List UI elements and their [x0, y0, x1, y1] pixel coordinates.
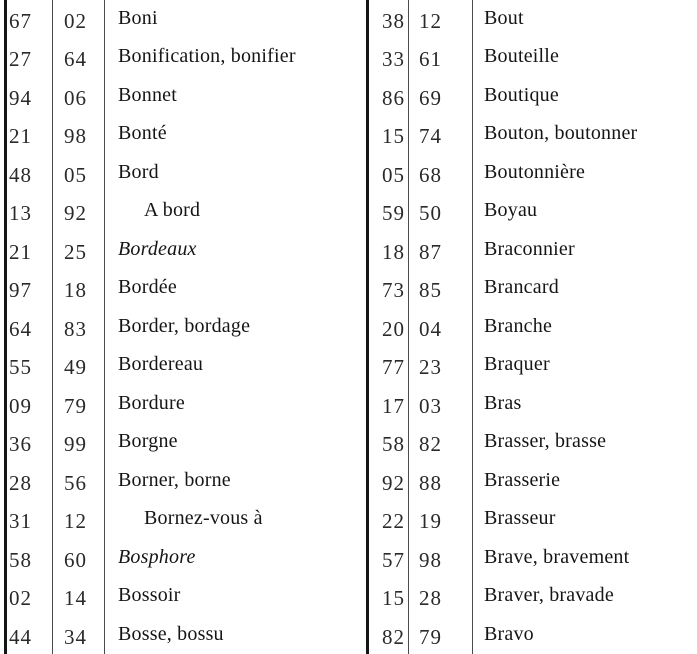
- entry-word: Brave, bravement: [484, 545, 630, 568]
- entry-row: [372, 192, 697, 230]
- entry-word: Braconnier: [484, 237, 575, 260]
- code-number-second: 68: [419, 162, 442, 187]
- entry-word: Branche: [484, 314, 553, 337]
- entry-word: Brasseur: [484, 507, 556, 530]
- center-divider-rule: [366, 0, 369, 654]
- code-number-second: 61: [419, 47, 442, 72]
- entry-word: Bosphore: [118, 545, 196, 568]
- code-number-second: 03: [419, 393, 442, 418]
- code-number-first: 86: [382, 85, 405, 110]
- code-number-second: 25: [64, 239, 87, 264]
- code-number-first: 58: [9, 547, 32, 572]
- entry-row: [0, 38, 362, 76]
- entry-row: [0, 231, 362, 269]
- code-number-first: 97: [9, 278, 32, 303]
- entry-row: [372, 500, 697, 538]
- code-number-first: 57: [382, 547, 405, 572]
- code-number-first: 59: [382, 201, 405, 226]
- entry-word: Brasser, brasse: [484, 430, 607, 453]
- code-number-second: 56: [64, 470, 87, 495]
- code-number-first: 13: [9, 201, 32, 226]
- entry-row: [0, 385, 362, 423]
- code-number-second: 98: [64, 124, 87, 149]
- code-number-second: 88: [419, 470, 442, 495]
- entry-word: Bonification, bonifier: [118, 45, 296, 68]
- entry-row: [372, 231, 697, 269]
- code-number-second: 60: [64, 547, 87, 572]
- entry-word: Bouteille: [484, 45, 560, 68]
- entry-word: Bordeaux: [118, 237, 197, 260]
- code-number-second: 85: [419, 278, 442, 303]
- code-number-second: 64: [64, 47, 87, 72]
- code-number-second: 12: [419, 9, 442, 33]
- right-column: [372, 0, 697, 654]
- code-number-first: 09: [9, 393, 32, 418]
- entry-row: [0, 539, 362, 577]
- code-number-first: 94: [9, 85, 32, 110]
- code-number-second: 05: [64, 162, 87, 187]
- entry-row: [372, 577, 697, 615]
- entry-row: [372, 539, 697, 577]
- code-number-first: 67: [9, 9, 32, 33]
- code-number-first: 18: [382, 239, 405, 264]
- code-number-second: 02: [64, 9, 87, 33]
- code-number-second: 92: [64, 201, 87, 226]
- code-number-second: 99: [64, 432, 87, 457]
- entry-row: [372, 423, 697, 461]
- entry-row: [372, 385, 697, 423]
- code-number-first: 58: [382, 432, 405, 457]
- entry-word: Brasserie: [484, 468, 561, 491]
- code-number-first: 73: [382, 278, 405, 303]
- entry-word: Borner, borne: [118, 468, 231, 491]
- entry-row: [372, 154, 697, 192]
- code-number-second: 87: [419, 239, 442, 264]
- entry-word: Borgne: [118, 430, 178, 453]
- entry-word: Bras: [484, 391, 522, 414]
- code-number-first: 27: [9, 47, 32, 72]
- entry-row: [0, 308, 362, 346]
- code-number-second: 83: [64, 316, 87, 341]
- code-number-first: 48: [9, 162, 32, 187]
- code-number-first: 33: [382, 47, 405, 72]
- entry-row: [372, 616, 697, 654]
- entry-row: [372, 462, 697, 500]
- entry-word: Boutique: [484, 83, 559, 106]
- code-number-second: 28: [419, 586, 442, 611]
- entry-row: [372, 115, 697, 153]
- entry-row: [372, 308, 697, 346]
- code-number-first: 92: [382, 470, 405, 495]
- code-number-second: 12: [64, 509, 87, 534]
- entry-row: [0, 115, 362, 153]
- code-number-first: 21: [9, 239, 32, 264]
- code-number-first: 20: [382, 316, 405, 341]
- entry-word: Boutonnière: [484, 160, 586, 183]
- code-number-first: 82: [382, 624, 405, 649]
- code-number-second: 06: [64, 85, 87, 110]
- entry-row: [0, 616, 362, 654]
- code-number-second: 14: [64, 586, 87, 611]
- entry-row: [372, 346, 697, 384]
- code-number-first: 17: [382, 393, 405, 418]
- entry-word: Brancard: [484, 276, 559, 299]
- code-number-first: 64: [9, 316, 32, 341]
- code-number-second: 82: [419, 432, 442, 457]
- entry-word: Border, bordage: [118, 314, 251, 337]
- code-number-second: 04: [419, 316, 442, 341]
- entry-word: Bosse, bossu: [118, 622, 224, 645]
- entry-row: [0, 346, 362, 384]
- code-number-first: 44: [9, 624, 32, 649]
- entry-row: [0, 577, 362, 615]
- code-number-first: 05: [382, 162, 405, 187]
- entry-word: Bout: [484, 7, 524, 29]
- entry-word: Bordée: [118, 276, 177, 299]
- entry-word: Bordure: [118, 391, 185, 414]
- entry-word: Bord: [118, 160, 159, 183]
- entry-row: [0, 77, 362, 115]
- code-number-second: 79: [419, 624, 442, 649]
- entry-word: Braquer: [484, 353, 550, 376]
- code-number-first: 15: [382, 124, 405, 149]
- entry-row: [0, 0, 362, 38]
- code-number-second: 23: [419, 355, 442, 380]
- entry-row: [372, 77, 697, 115]
- entry-row: [0, 154, 362, 192]
- code-number-second: 98: [419, 547, 442, 572]
- entry-row: [0, 269, 362, 307]
- entry-word: Bossoir: [118, 584, 181, 607]
- entry-row: [372, 38, 697, 76]
- code-number-second: 79: [64, 393, 87, 418]
- code-number-second: 19: [419, 509, 442, 534]
- code-number-first: 22: [382, 509, 405, 534]
- code-number-first: 38: [382, 9, 405, 33]
- entry-word: Bornez-vous à: [144, 507, 263, 530]
- code-number-first: 28: [9, 470, 32, 495]
- code-number-first: 55: [9, 355, 32, 380]
- code-number-first: 36: [9, 432, 32, 457]
- entry-word: Boni: [118, 7, 158, 29]
- code-number-first: 02: [9, 586, 32, 611]
- entry-word: Bravo: [484, 622, 534, 645]
- entry-word: Boyau: [484, 199, 538, 222]
- code-number-first: 15: [382, 586, 405, 611]
- entry-word: Bonté: [118, 122, 167, 145]
- entry-word: A bord: [144, 199, 201, 222]
- entry-row: [372, 269, 697, 307]
- entry-word: Bonnet: [118, 83, 177, 106]
- entry-row: [0, 423, 362, 461]
- code-number-first: 31: [9, 509, 32, 534]
- entry-word: Braver, bravade: [484, 584, 614, 607]
- entry-row: [372, 0, 697, 38]
- code-number-second: 50: [419, 201, 442, 226]
- entry-row: [0, 500, 362, 538]
- entry-word: Bouton, boutonner: [484, 122, 638, 145]
- code-number-first: 21: [9, 124, 32, 149]
- entry-row: [0, 192, 362, 230]
- code-number-second: 18: [64, 278, 87, 303]
- entry-word: Bordereau: [118, 353, 204, 376]
- code-number-first: 77: [382, 355, 405, 380]
- entry-row: [0, 462, 362, 500]
- code-number-second: 69: [419, 85, 442, 110]
- code-number-second: 34: [64, 624, 87, 649]
- code-number-second: 74: [419, 124, 442, 149]
- code-number-second: 49: [64, 355, 87, 380]
